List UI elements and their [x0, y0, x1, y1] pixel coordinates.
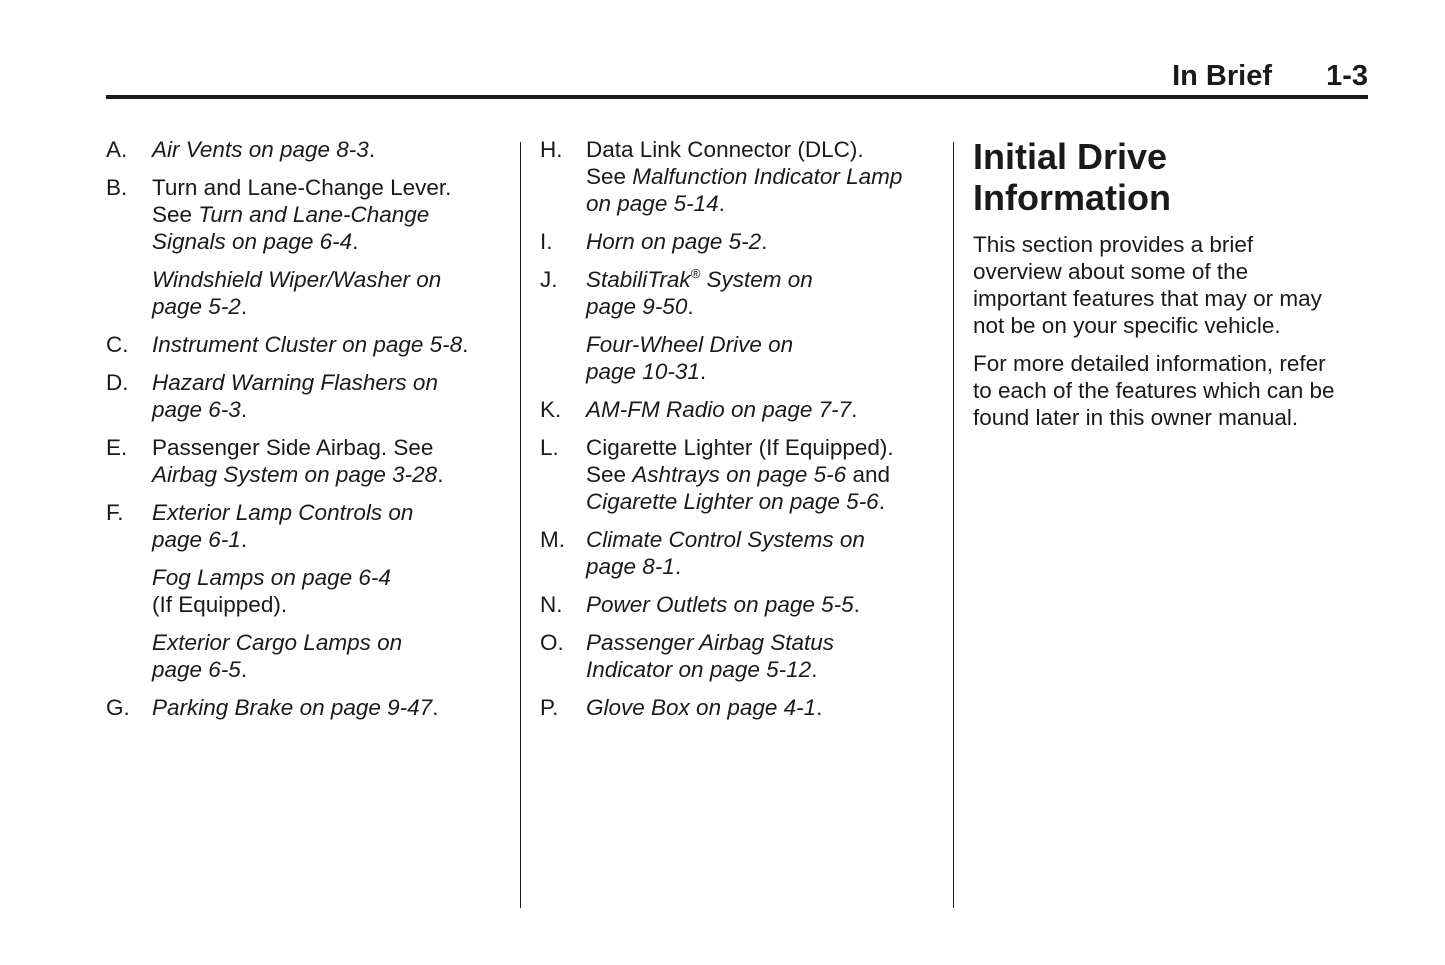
item-letter: O. [540, 630, 564, 655]
list-subitem: Exterior Cargo Lamps on page 6-5. [152, 630, 403, 682]
page-reference-link[interactable]: Four-Wheel Drive on [586, 332, 794, 357]
page-reference-link[interactable]: page 6-1 [152, 527, 241, 552]
page-reference-link[interactable]: Cigarette Lighter on page 5-6 [586, 489, 879, 514]
list-item-c: C. Instrument Cluster on page 5-8. [106, 332, 469, 357]
list-item-h: H. Data Link Connector (DLC). See Malfunction Indicator Lamp on page 5-14. [540, 137, 903, 216]
list-item-k: K. AM-FM Radio on page 7-7. [540, 397, 858, 422]
page-reference-link[interactable]: Glove Box on page 4-1 [586, 695, 817, 720]
page-reference-link[interactable]: on page 5-14 [586, 191, 719, 216]
page-reference-link[interactable]: Hazard Warning Flashers on [152, 370, 438, 395]
header-rule [106, 95, 1368, 99]
page-reference-link[interactable]: StabiliTrak® System on [586, 266, 813, 292]
page-reference-link[interactable]: Horn on page 5-2 [586, 229, 762, 254]
section-title: In Brief [1172, 60, 1272, 92]
item-letter: J. [540, 267, 558, 292]
item-letter: K. [540, 397, 562, 422]
page-reference-link[interactable]: Malfunction Indicator Lamp [632, 164, 903, 189]
section-heading: Initial Drive Information [973, 136, 1171, 218]
list-subitem: Four-Wheel Drive on page 10-31. [586, 332, 794, 384]
item-text: Data Link Connector (DLC). [586, 137, 864, 162]
page-reference-link[interactable]: page 6-3 [152, 397, 241, 422]
list-item-d: D. Hazard Warning Flashers on page 6-3. [106, 370, 438, 422]
item-letter: L. [540, 435, 559, 460]
item-letter: A. [106, 137, 128, 162]
page-reference-link[interactable]: Windshield Wiper/Washer on [152, 267, 442, 292]
detail-paragraph: For more detailed information, refer to each of the features which can be found later in this owner manual. [973, 351, 1335, 430]
middle-column [540, 136, 940, 721]
item-letter: M. [540, 527, 565, 552]
page-reference-link[interactable]: Power Outlets on page 5-5 [586, 592, 854, 617]
page-reference-link[interactable]: Signals on page 6-4 [152, 229, 353, 254]
page-reference-link[interactable]: Exterior Cargo Lamps on [152, 630, 403, 655]
list-item-e: E. Passenger Side Airbag. See Airbag System on page 3-28. [106, 435, 444, 487]
list-item-o: O. Passenger Airbag Status Indicator on page 5-12. [540, 630, 835, 682]
list-item-b: B. Turn and Lane-Change Lever. See Turn and Lane-Change Signals on page 6-4. [106, 175, 452, 254]
list-item-f: F. Exterior Lamp Controls on page 6-1. [106, 500, 414, 552]
page-header [106, 56, 1368, 96]
list-item-l: L. Cigarette Lighter (If Equipped). See Ashtrays on page 5-6 and Cigarette Lighter on page 5-6. [540, 435, 894, 514]
left-column [106, 136, 506, 721]
page-reference-link[interactable]: Ashtrays on page 5-6 [632, 462, 847, 487]
page-reference-link[interactable]: Parking Brake on page 9-47 [152, 695, 433, 720]
item-letter: N. [540, 592, 563, 617]
item-text: Turn and Lane-Change Lever. [152, 175, 452, 200]
page-reference-link[interactable]: Airbag System on page 3-28 [152, 462, 438, 487]
right-column [973, 136, 1373, 431]
list-item-g: G. Parking Brake on page 9-47. [106, 695, 439, 720]
list-item-m: M. Climate Control Systems on page 8-1. [540, 527, 865, 579]
list-item-j: J. StabiliTrak® System on page 9-50. [540, 266, 813, 319]
item-letter: G. [106, 695, 130, 720]
page-reference-link[interactable]: page 5-2 [152, 294, 241, 319]
list-item-a: A. Air Vents on page 8-3. [106, 137, 376, 162]
list-subitem: Windshield Wiper/Washer on page 5-2. [152, 267, 442, 319]
page-reference-link[interactable]: Turn and Lane-Change [198, 202, 430, 227]
item-text: Passenger Side Airbag. See [152, 435, 434, 460]
list-item-p: P. Glove Box on page 4-1. [540, 695, 823, 720]
page-reference-link[interactable]: Passenger Airbag Status [586, 630, 835, 655]
page-reference-link[interactable]: Indicator on page 5-12 [586, 657, 812, 682]
page-number: 1-3 [1326, 60, 1368, 92]
item-letter: E. [106, 435, 128, 460]
page-reference-link[interactable]: AM-FM Radio on page 7-7 [586, 397, 852, 422]
item-letter: F. [106, 500, 124, 525]
item-text: Cigarette Lighter (If Equipped). [586, 435, 894, 460]
item-letter: B. [106, 175, 128, 200]
page-reference-link[interactable]: Exterior Lamp Controls on [152, 500, 414, 525]
page-reference-link[interactable]: Instrument Cluster on page 5-8 [152, 332, 463, 357]
item-letter: D. [106, 370, 129, 395]
page-reference-link[interactable]: Climate Control Systems on [586, 527, 865, 552]
intro-paragraph: This section provides a brief overview about some of the important features that may or may not be on your specific vehicle. [973, 232, 1322, 338]
list-item-n: N. Power Outlets on page 5-5. [540, 592, 860, 617]
page-reference-link[interactable]: Air Vents on page 8-3 [152, 137, 369, 162]
list-item-i: I. Horn on page 5-2. [540, 229, 768, 254]
item-letter: C. [106, 332, 129, 357]
item-letter: P. [540, 695, 559, 720]
page-reference-link[interactable]: page 6-5 [152, 657, 241, 682]
page-reference-link[interactable]: Fog Lamps on page 6-4 [152, 565, 391, 590]
page-reference-link[interactable]: page 10-31 [586, 359, 700, 384]
item-letter: I. [540, 229, 553, 254]
page-reference-link[interactable]: page 8-1 [586, 554, 675, 579]
registered-mark: ® [690, 266, 701, 281]
list-subitem: Fog Lamps on page 6-4 (If Equipped). [152, 565, 391, 617]
column-divider-2 [953, 142, 954, 908]
column-divider-1 [520, 142, 521, 908]
item-letter: H. [540, 137, 563, 162]
page-reference-link[interactable]: page 9-50 [586, 294, 688, 319]
